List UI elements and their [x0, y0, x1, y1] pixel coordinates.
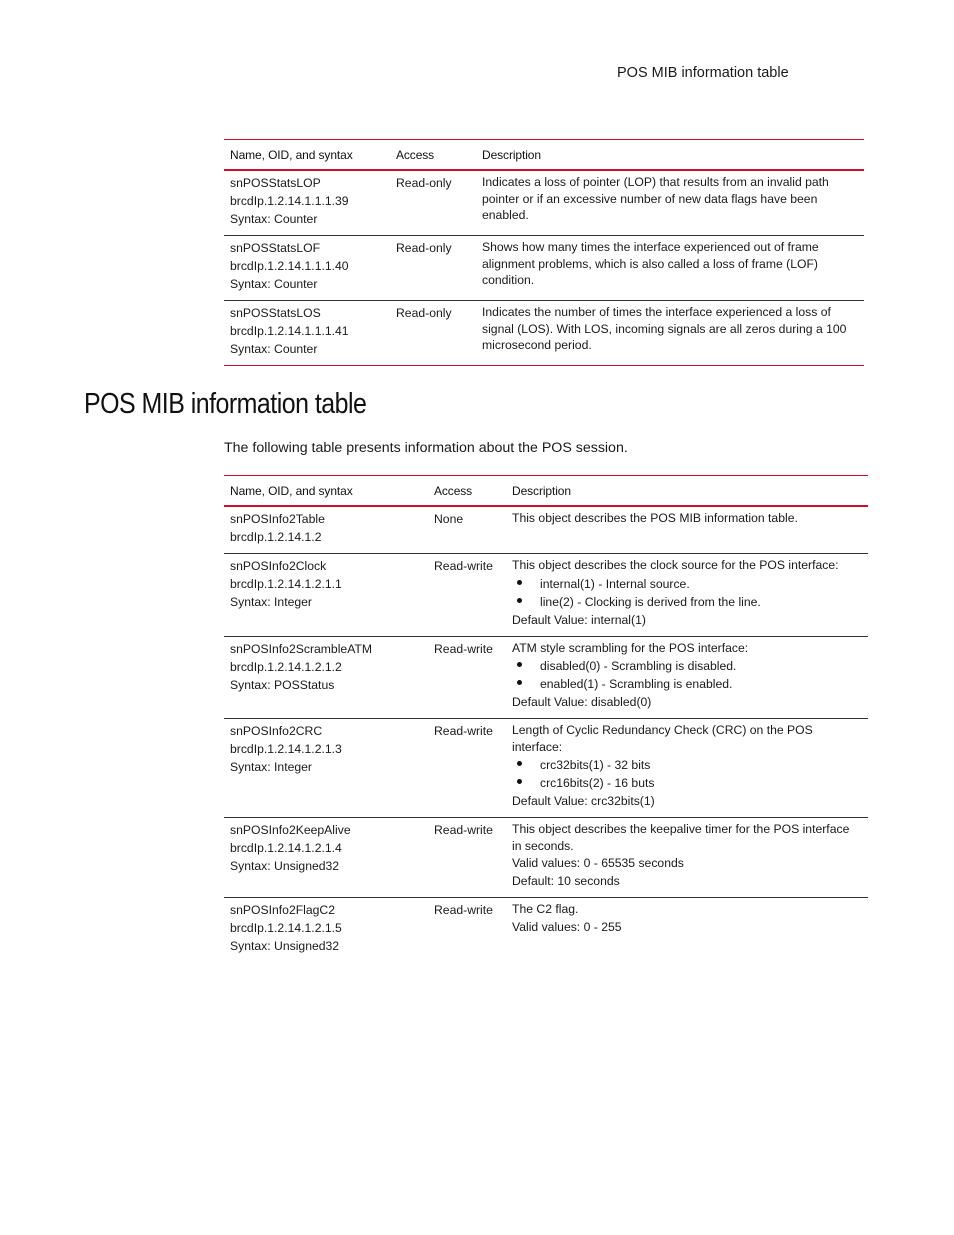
column-header-name: Name, OID, and syntax: [230, 483, 353, 498]
section-intro: The following table presents information about the POS session.: [224, 440, 628, 456]
table-row: [224, 636, 868, 719]
access-value: Read-only: [396, 306, 452, 320]
access-value: Read-write: [434, 903, 493, 917]
description-bullet: crc32bits(1) - 32 bits: [512, 756, 862, 774]
table-row: [224, 554, 868, 637]
cell-name-oid-syntax: [224, 898, 428, 963]
object-oid: brcdIp.1.2.14.1.2.1.3: [230, 742, 342, 756]
column-header-access: Access: [434, 483, 473, 498]
object-syntax: Syntax: Unsigned32: [230, 859, 340, 873]
description-line: Default Value: disabled(0): [512, 695, 652, 709]
access-value: Read-only: [396, 176, 452, 190]
column-header-description: Description: [482, 147, 541, 162]
description-bullet: disabled(0) - Scrambling is disabled.: [512, 657, 862, 675]
cell-name-oid-syntax: [224, 301, 390, 366]
cell-description: [476, 301, 864, 366]
description-line: interface:: [512, 739, 563, 754]
object-syntax: Syntax: Counter: [230, 212, 318, 226]
object-oid: brcdIp.1.2.14.1.1.1.39: [230, 194, 349, 208]
cell-name-oid-syntax: [224, 719, 428, 818]
object-syntax: Syntax: POSStatus: [230, 677, 335, 692]
cell-access: [428, 898, 506, 963]
description-line: condition.: [482, 273, 535, 287]
cell-access: [428, 636, 506, 719]
table-row: [224, 506, 868, 554]
description-line: ATM style scrambling for the POS interface:: [512, 640, 749, 655]
object-syntax: Syntax: Counter: [230, 342, 318, 356]
cell-description: [506, 818, 868, 898]
cell-access: [428, 719, 506, 818]
cell-name-oid-syntax: [224, 554, 428, 637]
description-line: in seconds.: [512, 838, 574, 853]
mib-table-pos-info: [224, 475, 868, 962]
object-name: snPOSInfo2ScrambleATM: [230, 641, 373, 656]
description-line: microsecond period.: [482, 338, 592, 352]
object-syntax: Syntax: Unsigned32: [230, 939, 340, 953]
object-name: snPOSInfo2Table: [230, 512, 325, 526]
cell-name-oid-syntax: [224, 818, 428, 898]
description-line: Indicates the number of times the interface experienced a loss of: [482, 305, 831, 319]
description-line: The C2 flag.: [512, 902, 579, 916]
description-line: Length of Cyclic Redundancy Check (CRC) on the POS: [512, 723, 813, 737]
description-line: Default Value: internal(1): [512, 612, 646, 627]
table-row: [224, 236, 864, 301]
access-value: Read-write: [434, 641, 493, 656]
cell-access: [390, 301, 476, 366]
cell-access: [428, 506, 506, 554]
object-oid: brcdIp.1.2.14.1.2.1.2: [230, 659, 342, 674]
cell-name-oid-syntax: [224, 506, 428, 554]
description-line: Default: 10 seconds: [512, 874, 620, 888]
object-oid: brcdIp.1.2.14.1.2: [230, 530, 322, 544]
table-row: [224, 301, 864, 366]
object-name: snPOSInfo2CRC: [230, 724, 323, 738]
description-line: Shows how many times the interface experienced out of frame: [482, 240, 819, 254]
access-value: Read-write: [434, 559, 493, 573]
object-oid: brcdIp.1.2.14.1.1.1.40: [230, 259, 349, 273]
description-line: pointer or if an excessive number of new data flags have been: [482, 191, 818, 206]
object-syntax: Syntax: Integer: [230, 760, 312, 774]
description-line: This object describes the clock source for the POS interface:: [512, 558, 839, 572]
description-line: Valid values: 0 - 65535 seconds: [512, 856, 684, 870]
object-oid: brcdIp.1.2.14.1.2.1.4: [230, 841, 342, 855]
access-value: Read-write: [434, 724, 493, 738]
section-heading: POS MIB information table: [84, 388, 367, 420]
table-header-row: [224, 140, 864, 171]
cell-access: [428, 554, 506, 637]
description-bullet-list: [512, 575, 862, 611]
cell-access: [390, 236, 476, 301]
column-header-access: Access: [396, 147, 435, 162]
access-value: None: [434, 512, 464, 526]
object-syntax: Syntax: Integer: [230, 595, 312, 609]
description-line: enabled.: [482, 208, 529, 222]
object-oid: brcdIp.1.2.14.1.2.1.5: [230, 921, 342, 935]
cell-description: [476, 236, 864, 301]
cell-access: [390, 170, 476, 236]
cell-description: [506, 554, 868, 637]
table-row: [224, 818, 868, 898]
object-name: snPOSStatsLOS: [230, 306, 321, 320]
description-bullet: internal(1) - Internal source.: [512, 575, 862, 593]
object-oid: brcdIp.1.2.14.1.2.1.1: [230, 577, 342, 591]
cell-name-oid-syntax: [224, 636, 428, 719]
cell-description: [506, 636, 868, 719]
object-name: snPOSInfo2KeepAlive: [230, 823, 351, 837]
access-value: Read-write: [434, 823, 493, 837]
description-line: Indicates a loss of pointer (LOP) that results from an invalid path: [482, 175, 829, 189]
object-syntax: Syntax: Counter: [230, 277, 318, 291]
cell-access: [428, 818, 506, 898]
table-row: [224, 719, 868, 818]
mib-table-pos-stats: [224, 139, 864, 366]
cell-name-oid-syntax: [224, 236, 390, 301]
object-name: snPOSInfo2Clock: [230, 559, 327, 573]
description-line: signal (LOS). With LOS, incoming signals are all zeros during a 100: [482, 321, 847, 336]
object-name: snPOSInfo2FlagC2: [230, 903, 336, 917]
cell-description: [506, 898, 868, 963]
table-header-row: [224, 476, 868, 507]
description-bullet: enabled(1) - Scrambling is enabled.: [512, 675, 862, 693]
description-line: Valid values: 0 - 255: [512, 919, 622, 934]
cell-description: [506, 506, 868, 554]
description-bullet-list: [512, 756, 862, 792]
column-header-description: Description: [512, 483, 571, 498]
column-header-name: Name, OID, and syntax: [230, 147, 353, 162]
description-line: This object describes the POS MIB information table.: [512, 511, 798, 525]
description-bullet: crc16bits(2) - 16 buts: [512, 774, 862, 792]
cell-description: [476, 170, 864, 236]
table-row: [224, 170, 864, 236]
access-value: Read-only: [396, 241, 452, 255]
description-bullet: line(2) - Clocking is derived from the line.: [512, 593, 862, 611]
description-line: alignment problems, which is also called a loss of frame (LOF): [482, 256, 818, 271]
running-header: POS MIB information table: [617, 65, 789, 81]
description-line: Default Value: crc32bits(1): [512, 794, 655, 808]
description-line: This object describes the keepalive timer for the POS interface: [512, 822, 850, 836]
cell-name-oid-syntax: [224, 170, 390, 236]
cell-description: [506, 719, 868, 818]
object-oid: brcdIp.1.2.14.1.1.1.41: [230, 324, 349, 338]
description-bullet-list: [512, 657, 862, 693]
object-name: snPOSStatsLOP: [230, 176, 321, 190]
object-name: snPOSStatsLOF: [230, 241, 321, 255]
table-row: [224, 898, 868, 963]
